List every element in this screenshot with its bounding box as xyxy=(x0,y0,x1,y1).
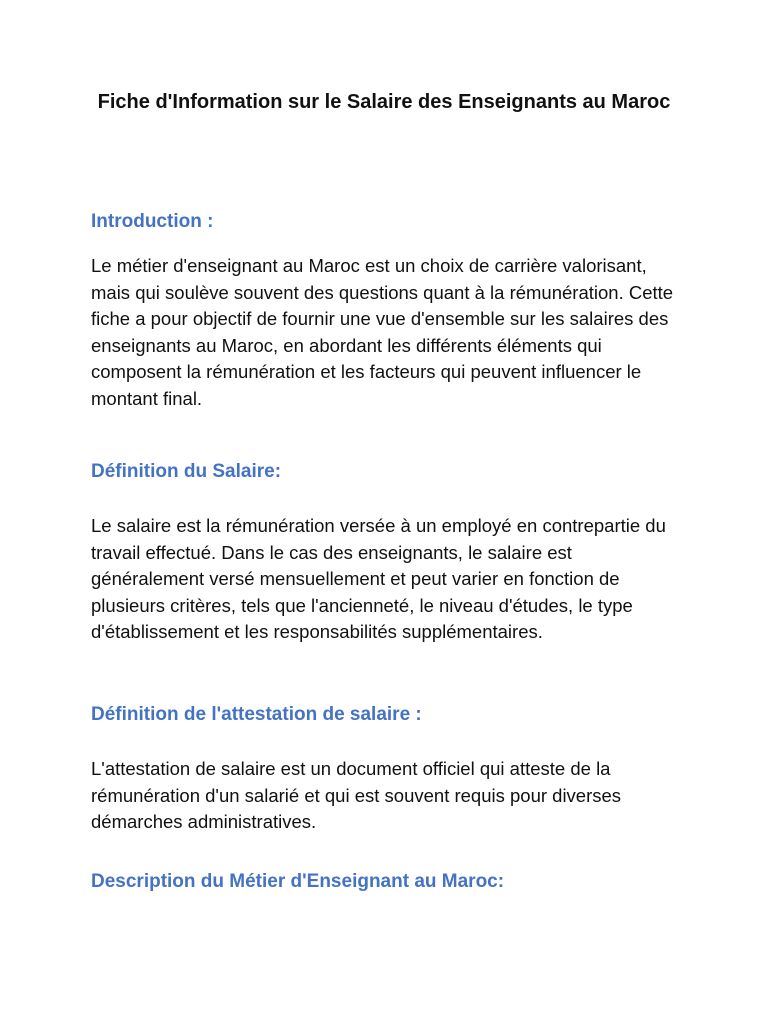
heading-definition-salaire: Définition du Salaire: xyxy=(91,461,282,482)
heading-introduction: Introduction : xyxy=(91,211,214,232)
paragraph-definition-salaire: Le salaire est la rémunération versée à un employé en contrepartie du travail effectué. Dans le cas des enseignants, le salaire est généralement versé mensuellement et peut varier en fonction de plusieurs critères, tels que l'ancienneté, le niveau d'études, le type d'établissement et les responsabilités supplémentaires. xyxy=(91,515,666,643)
paragraph-introduction: Le métier d'enseignant au Maroc est un choix de carrière valorisant, mais qui soulève souvent des questions quant à la rémunération. Cette fiche a pour objectif de fournir une vue d'ensemble sur les salaires des enseignants au Maroc, en abordant les différents éléments qui composent la rémunération et les facteurs qui peuvent influencer le montant final. xyxy=(91,255,674,409)
heading-definition-attestation: Définition de l'attestation de salaire : xyxy=(91,704,422,725)
heading-description-metier: Description du Métier d'Enseignant au Maroc: xyxy=(91,871,505,892)
paragraph-definition-attestation: L'attestation de salaire est un document officiel qui atteste de la rémunération d'un salarié et qui est souvent requis pour diverses démarches administratives. xyxy=(91,758,622,833)
document-title: Fiche d'Information sur le Salaire des Enseignants au Maroc xyxy=(97,91,671,113)
